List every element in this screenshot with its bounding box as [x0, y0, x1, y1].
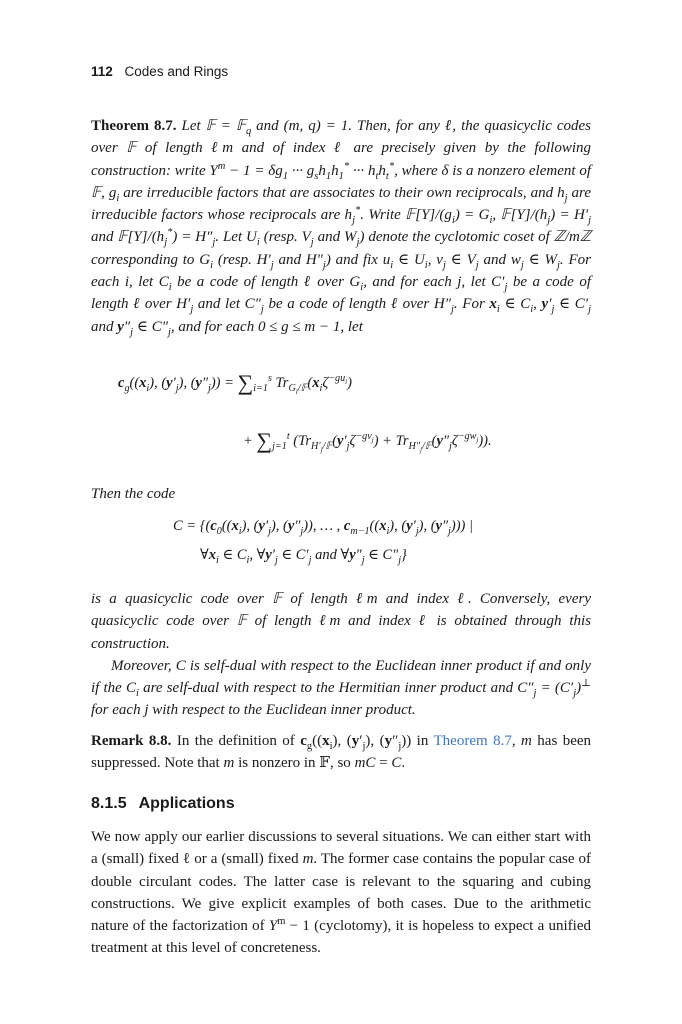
chapter-title: Codes and Rings — [124, 64, 229, 79]
theorem-conclusion: is a quasicyclic code over 𝔽 of length ℓm and index ℓ. Conversely, every quasicyclic code over 𝔽 of length ℓm and index ℓ is obtained through this construction. — [91, 591, 591, 652]
equation-code-line2: $\forall x_i$ ∈ $C_i$, $\forall y'_j$ ∈ $C'_j$ and $\forall y''_j$ ∈ $C''_j$} — [200, 547, 407, 566]
then-line — [91, 483, 591, 505]
remark-text-before: In the definition of $c_g((x_i)$, $(y'_j)$, $(y''_j)$) in — [176, 733, 429, 752]
remark-label: Remark 8.8. — [91, 733, 172, 749]
remark-text-after: , m has been suppressed. Note that m is nonzero in 𝔽, so mC = C. — [91, 733, 592, 772]
then-text: Then the code — [91, 486, 176, 502]
theorem-label: Theorem 8.7. — [91, 118, 177, 134]
equation-cg-line1: $c_g((x_i)$, $(y'_j)$, $(y''_j)) = \sum_{i=1}^s$ $Tr_{G_i/𝔽}(x_i\zeta^{-gu_i})$ — [118, 370, 352, 396]
section-title: Applications — [138, 795, 235, 812]
theorem-block — [91, 115, 591, 338]
section-heading — [91, 795, 235, 813]
theorem-text: Let 𝔽 = 𝔽$_q$ and (m, q) = 1. Then, for any ℓ, the quasicyclic codes over 𝔽 of length ℓm and of index ℓ are precisely given by the following construction: write $Y^m - 1 = \delta g_1$ ··· $g_sh_1h_1^*$ ··· $h_th_t^*$, where δ is a nonzero element of 𝔽, $g_i$ are irreducible factors that are associates to their own reciprocals, and $h_j$ are irreducible factors whose reciprocals are $h_j^*$. Write $𝔽[Y]/(g_i) = G_i$, $𝔽[Y]/(h_j) = H'_j$ and $𝔽[Y]/(h_j^*) = H''_j$. Let $U_i$ (resp. $V_j$ and $W_j$) denote the cyclotomic coset of ℤ/mℤ corresponding to $G_i$ (resp. $H'_j$ and $H''_j$) and fix $u_i$ ∈ $U_i$, $v_j$ ∈ $V_j$ and $w_j$ ∈ $W_j$. For each i, let $C_i$ be a code of length ℓ over $G_i$, and for each j, let $C'_j$ be a code of length ℓ over $H'_j$ and let $C''_j$ be a code of length ℓ over $H''_j$. For $x_i$ ∈ $C_i$, $y'_j$ ∈ $C'_j$ and $y''_j$ ∈ $C''_j$, and for each 0 ≤ g ≤ m − 1, let — [91, 118, 592, 338]
section-number: 8.1.5 — [91, 795, 127, 812]
remark-block — [91, 730, 591, 775]
equation-cg-line2: + $\sum_{j=1}^t$ $(Tr_{H'_j/𝔽}(y'_j\zeta^{-gv_j}) + Tr_{H''_j/𝔽}(y''_j\zeta^{-gw_j}))$. — [243, 428, 492, 454]
page-number: 112 — [91, 64, 113, 79]
theorem-selfdual: Moreover, C is self-dual with respect to the Euclidean inner product if and only if the $C_i$ are self-dual with respect to the Hermitian inner product and $C''_j = (C'_j)^\perp$ for each j with respect to the Euclidean inner product. — [91, 657, 591, 719]
theorem-link[interactable]: Theorem 8.7 — [433, 733, 512, 749]
equation-code-line1: $C = \{(c_0((x_i)$, $(y'_j)$, $(y''_j)$), … , $c_{m-1}((x_i)$, $(y'_j)$, $(y''_j)$)) | — [173, 518, 473, 537]
running-head — [91, 64, 228, 79]
section-body — [91, 826, 591, 960]
remark-text — [91, 730, 591, 775]
theorem-conclusion-block — [91, 588, 591, 722]
theorem-statement — [91, 115, 591, 338]
section-paragraph: We now apply our earlier discussions to several situations. We can either start with a (small) fixed ℓ or a (small) fixed m. The former case contains the popular case of double circulant codes. The latter case is relevant to the squaring and cubing constructions. We give explicit examples of both cases. Due to the arithmetic nature of the factorization of $Y^m - 1$ (cyclotomy), it is hopeless to expect a unified treatment at this level of concreteness. — [91, 829, 592, 957]
